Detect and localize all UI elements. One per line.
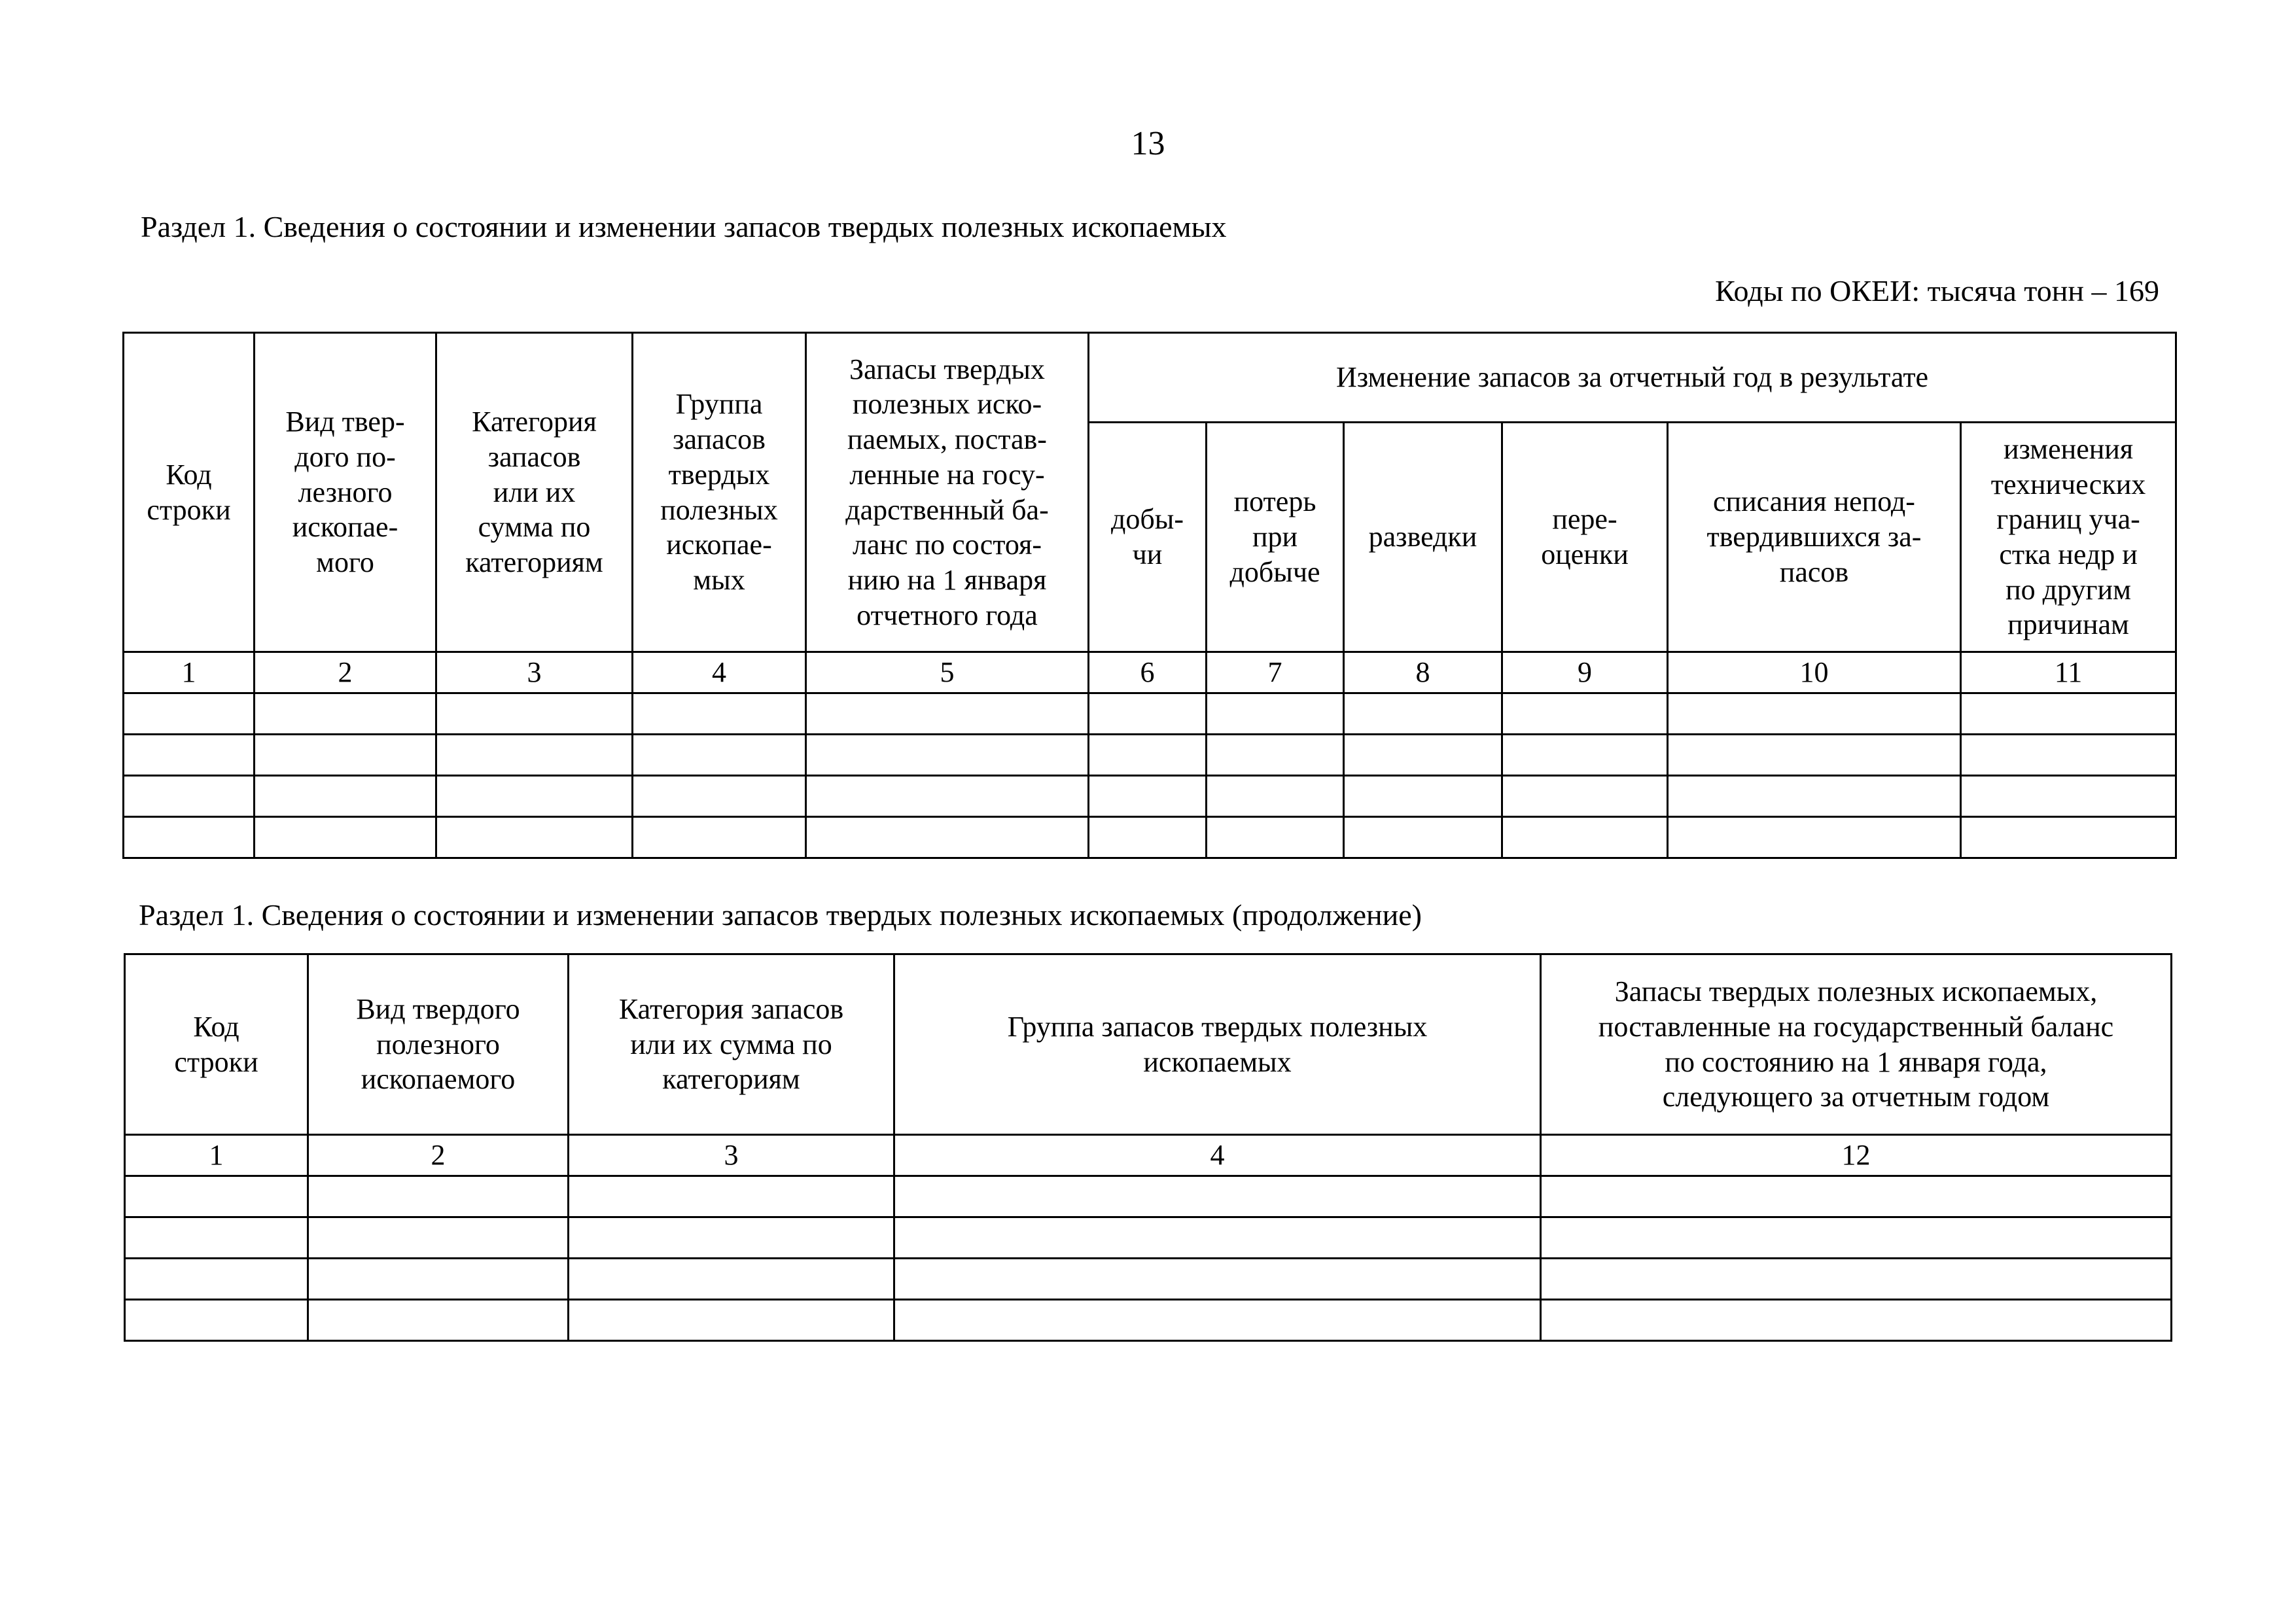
- table-cell[interactable]: [125, 1217, 308, 1259]
- column-number: 6: [1089, 652, 1207, 693]
- column-number: 5: [806, 652, 1089, 693]
- column-number: 10: [1668, 652, 1961, 693]
- header-exploration: разведки: [1344, 423, 1502, 652]
- table-row: [125, 1259, 2172, 1300]
- column-number: 1: [125, 1135, 308, 1176]
- header-extraction: добы- чи: [1089, 423, 1207, 652]
- table-cell[interactable]: [1344, 735, 1502, 776]
- column-number: 8: [1344, 652, 1502, 693]
- column-number-row: [124, 652, 2176, 693]
- page-number: 13: [1131, 125, 1165, 162]
- table-cell[interactable]: [1541, 1217, 2172, 1259]
- table-cell[interactable]: [633, 776, 806, 817]
- table-cell[interactable]: [806, 776, 1089, 817]
- header-revaluation: пере- оценки: [1502, 423, 1668, 652]
- section1-title: Раздел 1. Сведения о состоянии и изменении запасов твердых полезных ископаемых: [141, 210, 1227, 243]
- table-cell[interactable]: [308, 1217, 569, 1259]
- table-cell[interactable]: [633, 693, 806, 735]
- header-mineral-type: Вид твер- дого по- лезного ископае- мого: [255, 333, 436, 652]
- table-cell[interactable]: [436, 693, 633, 735]
- column-number: 11: [1961, 652, 2176, 693]
- column-number-row: [125, 1135, 2172, 1176]
- table-row: [124, 817, 2176, 858]
- table-cell[interactable]: [894, 1300, 1541, 1341]
- table-row: [125, 1176, 2172, 1217]
- table-cell[interactable]: [569, 1259, 894, 1300]
- table-cell[interactable]: [308, 1300, 569, 1341]
- table-cell[interactable]: [124, 693, 255, 735]
- header-reserve-change-group: Изменение запасов за отчетный год в результате: [1089, 333, 2176, 423]
- table-cell[interactable]: [894, 1176, 1541, 1217]
- table-cell[interactable]: [1541, 1300, 2172, 1341]
- header-row-code: Код строки: [124, 333, 255, 652]
- table-cell[interactable]: [125, 1176, 308, 1217]
- header-reserve-category: Категория запасов или их сумма по категориям: [436, 333, 633, 652]
- table-cell[interactable]: [1961, 776, 2176, 817]
- header-reserve-group: Группа запасов твердых полезных ископае- мых: [633, 333, 806, 652]
- table-row: [125, 1300, 2172, 1341]
- column-number: 1: [124, 652, 255, 693]
- section1-table: [122, 332, 2177, 859]
- table-cell[interactable]: [436, 817, 633, 858]
- header-extraction-losses: потерь при добыче: [1207, 423, 1344, 652]
- table-cell[interactable]: [1344, 693, 1502, 735]
- header-reserve-group: Группа запасов твердых полезных ископаемых: [894, 954, 1541, 1135]
- table-cell[interactable]: [894, 1259, 1541, 1300]
- table-cell[interactable]: [1089, 776, 1207, 817]
- column-number: 9: [1502, 652, 1668, 693]
- column-number: 4: [894, 1135, 1541, 1176]
- table-cell[interactable]: [436, 776, 633, 817]
- table-cell[interactable]: [1089, 735, 1207, 776]
- table-cell[interactable]: [1207, 776, 1344, 817]
- table-cell[interactable]: [1961, 693, 2176, 735]
- table-cell[interactable]: [255, 735, 436, 776]
- table-cell[interactable]: [1502, 776, 1668, 817]
- table-cell[interactable]: [124, 817, 255, 858]
- table-cell[interactable]: [255, 776, 436, 817]
- table-row: [124, 776, 2176, 817]
- table-cell[interactable]: [125, 1259, 308, 1300]
- table-row: [125, 1217, 2172, 1259]
- table-cell[interactable]: [436, 735, 633, 776]
- table-cell[interactable]: [894, 1217, 1541, 1259]
- table-cell[interactable]: [1961, 817, 2176, 858]
- table-cell[interactable]: [1344, 817, 1502, 858]
- column-number: 3: [569, 1135, 894, 1176]
- table-cell[interactable]: [633, 735, 806, 776]
- table-cell[interactable]: [806, 693, 1089, 735]
- table-cell[interactable]: [1207, 693, 1344, 735]
- table-cell[interactable]: [125, 1300, 308, 1341]
- header-boundary-change: изменения технических границ уча- стка недр и по другим причинам: [1961, 423, 2176, 652]
- header-mineral-type: Вид твердого полезного ископаемого: [308, 954, 569, 1135]
- column-number: 7: [1207, 652, 1344, 693]
- okei-codes: Коды по ОКЕИ: тысяча тонн – 169: [1715, 274, 2159, 307]
- table-cell[interactable]: [1668, 693, 1961, 735]
- section2-title: Раздел 1. Сведения о состоянии и изменении запасов твердых полезных ископаемых (продолжение): [139, 898, 1422, 932]
- table-cell[interactable]: [1207, 817, 1344, 858]
- column-number: 12: [1541, 1135, 2172, 1176]
- header-reserve-category: Категория запасов или их сумма по категориям: [569, 954, 894, 1135]
- table-cell[interactable]: [806, 817, 1089, 858]
- header-write-off: списания непод- твердившихся за- пасов: [1668, 423, 1961, 652]
- table-cell[interactable]: [255, 817, 436, 858]
- column-number: 3: [436, 652, 633, 693]
- table-cell[interactable]: [569, 1300, 894, 1341]
- table-cell[interactable]: [308, 1176, 569, 1217]
- table-cell[interactable]: [124, 735, 255, 776]
- table-cell[interactable]: [1089, 817, 1207, 858]
- table-cell[interactable]: [1541, 1176, 2172, 1217]
- table-cell[interactable]: [1961, 735, 2176, 776]
- header-reserves-next-year: Запасы твердых полезных ископаемых, поставленные на государственный баланс по состоянию на 1 января года, следующего за отчетным годом: [1541, 954, 2172, 1135]
- table-cell[interactable]: [569, 1217, 894, 1259]
- table-cell[interactable]: [1502, 735, 1668, 776]
- table-cell[interactable]: [1502, 693, 1668, 735]
- header-row-code: Код строки: [125, 954, 308, 1135]
- table-cell[interactable]: [1089, 693, 1207, 735]
- table-cell[interactable]: [308, 1259, 569, 1300]
- table-cell[interactable]: [1541, 1259, 2172, 1300]
- table-cell[interactable]: [1668, 817, 1961, 858]
- column-number: 2: [308, 1135, 569, 1176]
- table-cell[interactable]: [1502, 817, 1668, 858]
- table-cell[interactable]: [1668, 776, 1961, 817]
- table-cell[interactable]: [124, 776, 255, 817]
- table-cell[interactable]: [806, 735, 1089, 776]
- header-reserves-start-of-year: Запасы твердых полезных иско- паемых, постав- ленные на госу- дарственный ба- ланс по состоя- нию на 1 января отчетного года: [806, 333, 1089, 652]
- table-row: [124, 693, 2176, 735]
- table-cell[interactable]: [633, 817, 806, 858]
- table-cell[interactable]: [1668, 735, 1961, 776]
- table-cell[interactable]: [569, 1176, 894, 1217]
- table-cell[interactable]: [1207, 735, 1344, 776]
- table-cell[interactable]: [255, 693, 436, 735]
- section2-table: [124, 953, 2172, 1342]
- column-number: 2: [255, 652, 436, 693]
- table-row: [124, 735, 2176, 776]
- column-number: 4: [633, 652, 806, 693]
- table-cell[interactable]: [1344, 776, 1502, 817]
